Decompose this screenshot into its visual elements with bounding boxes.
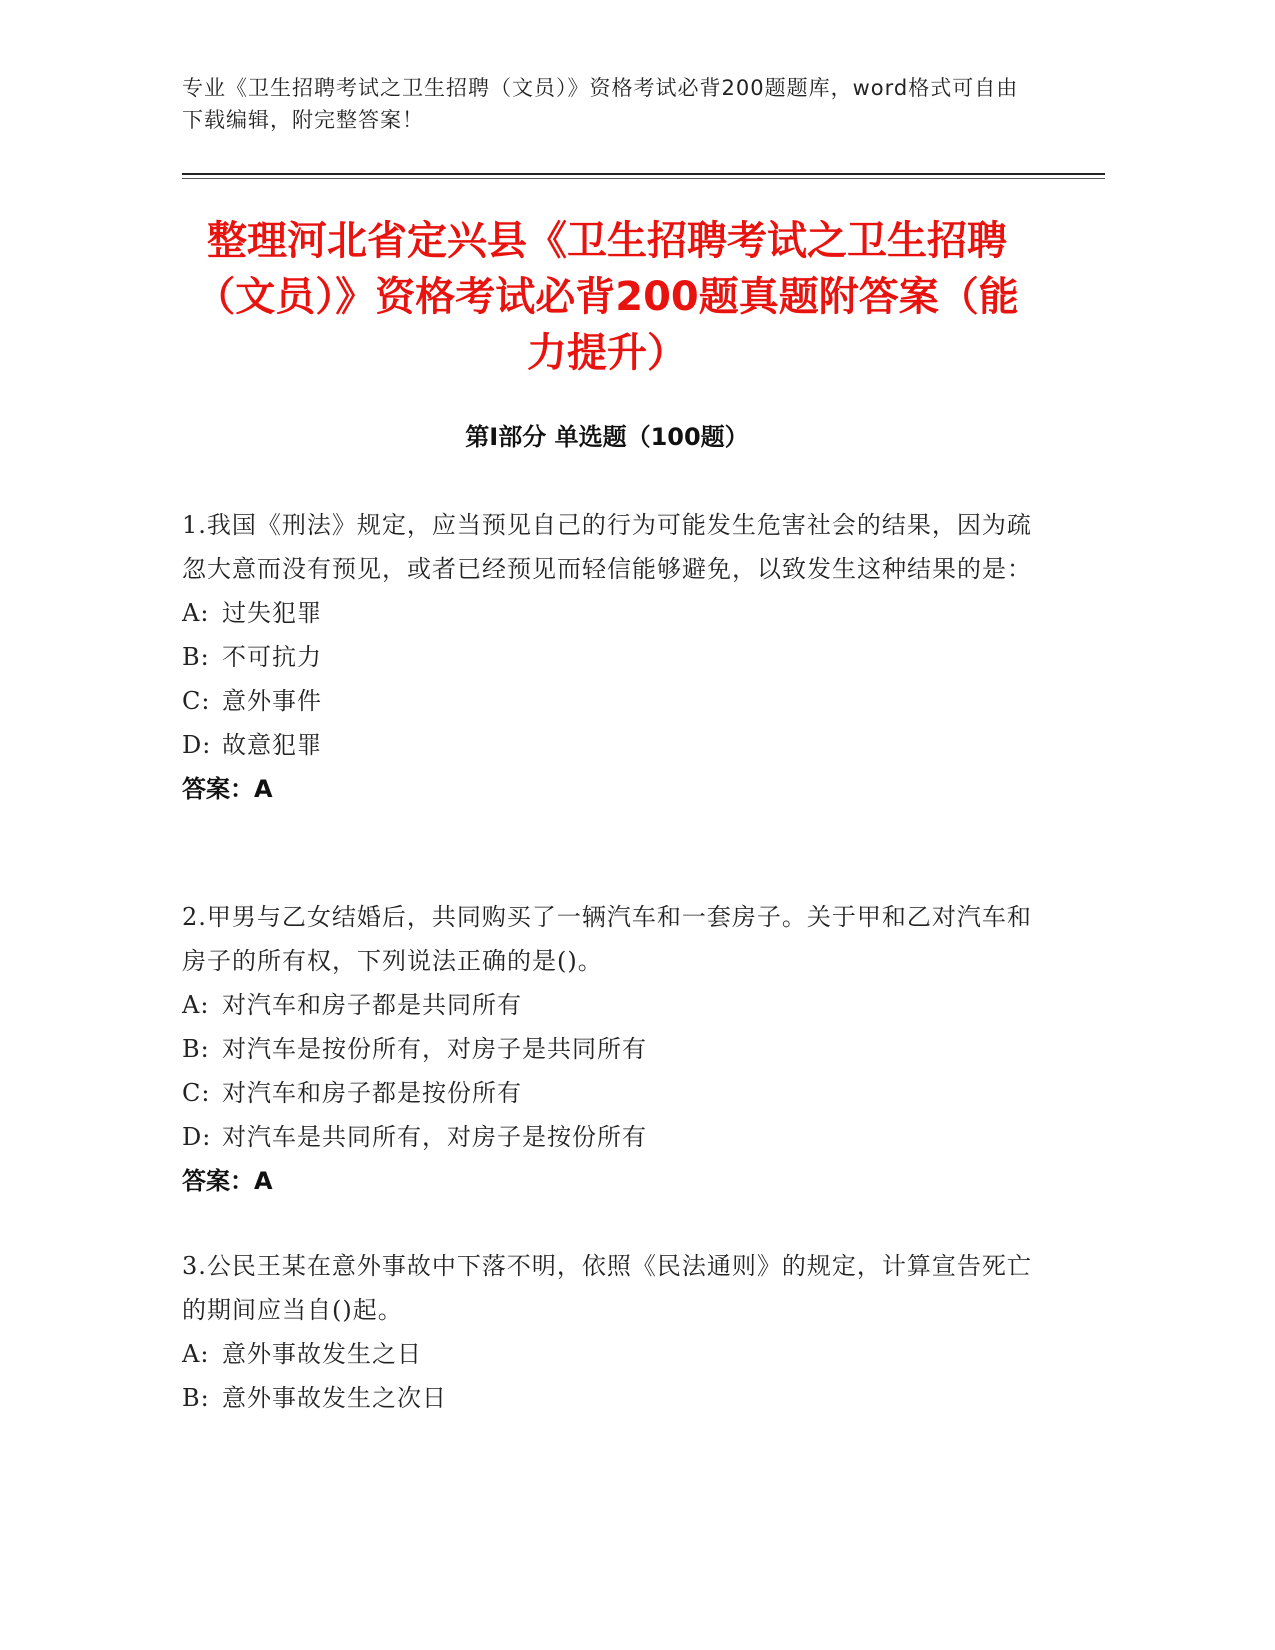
option-key: A:: [182, 991, 210, 1019]
option-b: [182, 1376, 1032, 1420]
option-text: 故意犯罪: [222, 731, 322, 759]
answer-line: 答案：A: [182, 775, 273, 803]
option-key: D:: [182, 731, 212, 759]
question-stem: 1.我国《刑法》规定，应当预见自己的行为可能发生危害社会的结果，因为疏忽大意而没有预见，或者已经预见而轻信能够避免，以致发生这种结果的是：: [182, 511, 1032, 583]
option-key: B:: [182, 643, 210, 671]
question-stem: 2.甲男与乙女结婚后，共同购买了一辆汽车和一套房子。关于甲和乙对汽车和房子的所有权，下列说法正确的是()。: [182, 903, 1032, 975]
option-key: C:: [182, 687, 211, 715]
option-text: 对汽车和房子都是按份所有: [222, 1079, 522, 1107]
option-d: [182, 1115, 1032, 1159]
header-divider: [182, 173, 1105, 175]
option-c: [182, 1071, 1032, 1115]
option-text: 意外事故发生之次日: [222, 1384, 447, 1412]
option-key: A:: [182, 1340, 210, 1368]
header-note: 专业《卫生招聘考试之卫生招聘（文员）》资格考试必背200题题库，word格式可自由下载编辑，附完整答案！: [182, 76, 1019, 132]
answer-line: 答案：A: [182, 1167, 273, 1195]
option-key: D:: [182, 1123, 212, 1151]
option-key: A:: [182, 599, 210, 627]
header-divider-thin: [182, 178, 1105, 179]
option-text: 意外事件: [222, 687, 322, 715]
question-1: [182, 503, 1032, 811]
option-key: B:: [182, 1035, 210, 1063]
option-a: [182, 1332, 1032, 1376]
question-3: [182, 1244, 1032, 1420]
option-text: 过失犯罪: [222, 599, 322, 627]
option-d: [182, 723, 1032, 767]
option-text: 对汽车和房子都是共同所有: [222, 991, 522, 1019]
question-stem: 3.公民王某在意外事故中下落不明，依照《民法通则》的规定，计算宣告死亡的期间应当自()起。: [182, 1252, 1032, 1324]
option-c: [182, 679, 1032, 723]
option-key: B:: [182, 1384, 210, 1412]
option-text: 对汽车是共同所有，对房子是按份所有: [222, 1123, 647, 1151]
section-heading: 第I部分 单选题（100题）: [465, 423, 749, 451]
question-2: [182, 895, 1032, 1203]
option-key: C:: [182, 1079, 211, 1107]
option-a: [182, 591, 1032, 635]
option-text: 不可抗力: [222, 643, 322, 671]
option-b: [182, 635, 1032, 679]
option-text: 对汽车是按份所有，对房子是共同所有: [222, 1035, 647, 1063]
document-title: 整理河北省定兴县《卫生招聘考试之卫生招聘（文员）》资格考试必背200题真题附答案（能力提升）: [195, 218, 1019, 376]
option-a: [182, 983, 1032, 1027]
option-text: 意外事故发生之日: [222, 1340, 422, 1368]
option-b: [182, 1027, 1032, 1071]
